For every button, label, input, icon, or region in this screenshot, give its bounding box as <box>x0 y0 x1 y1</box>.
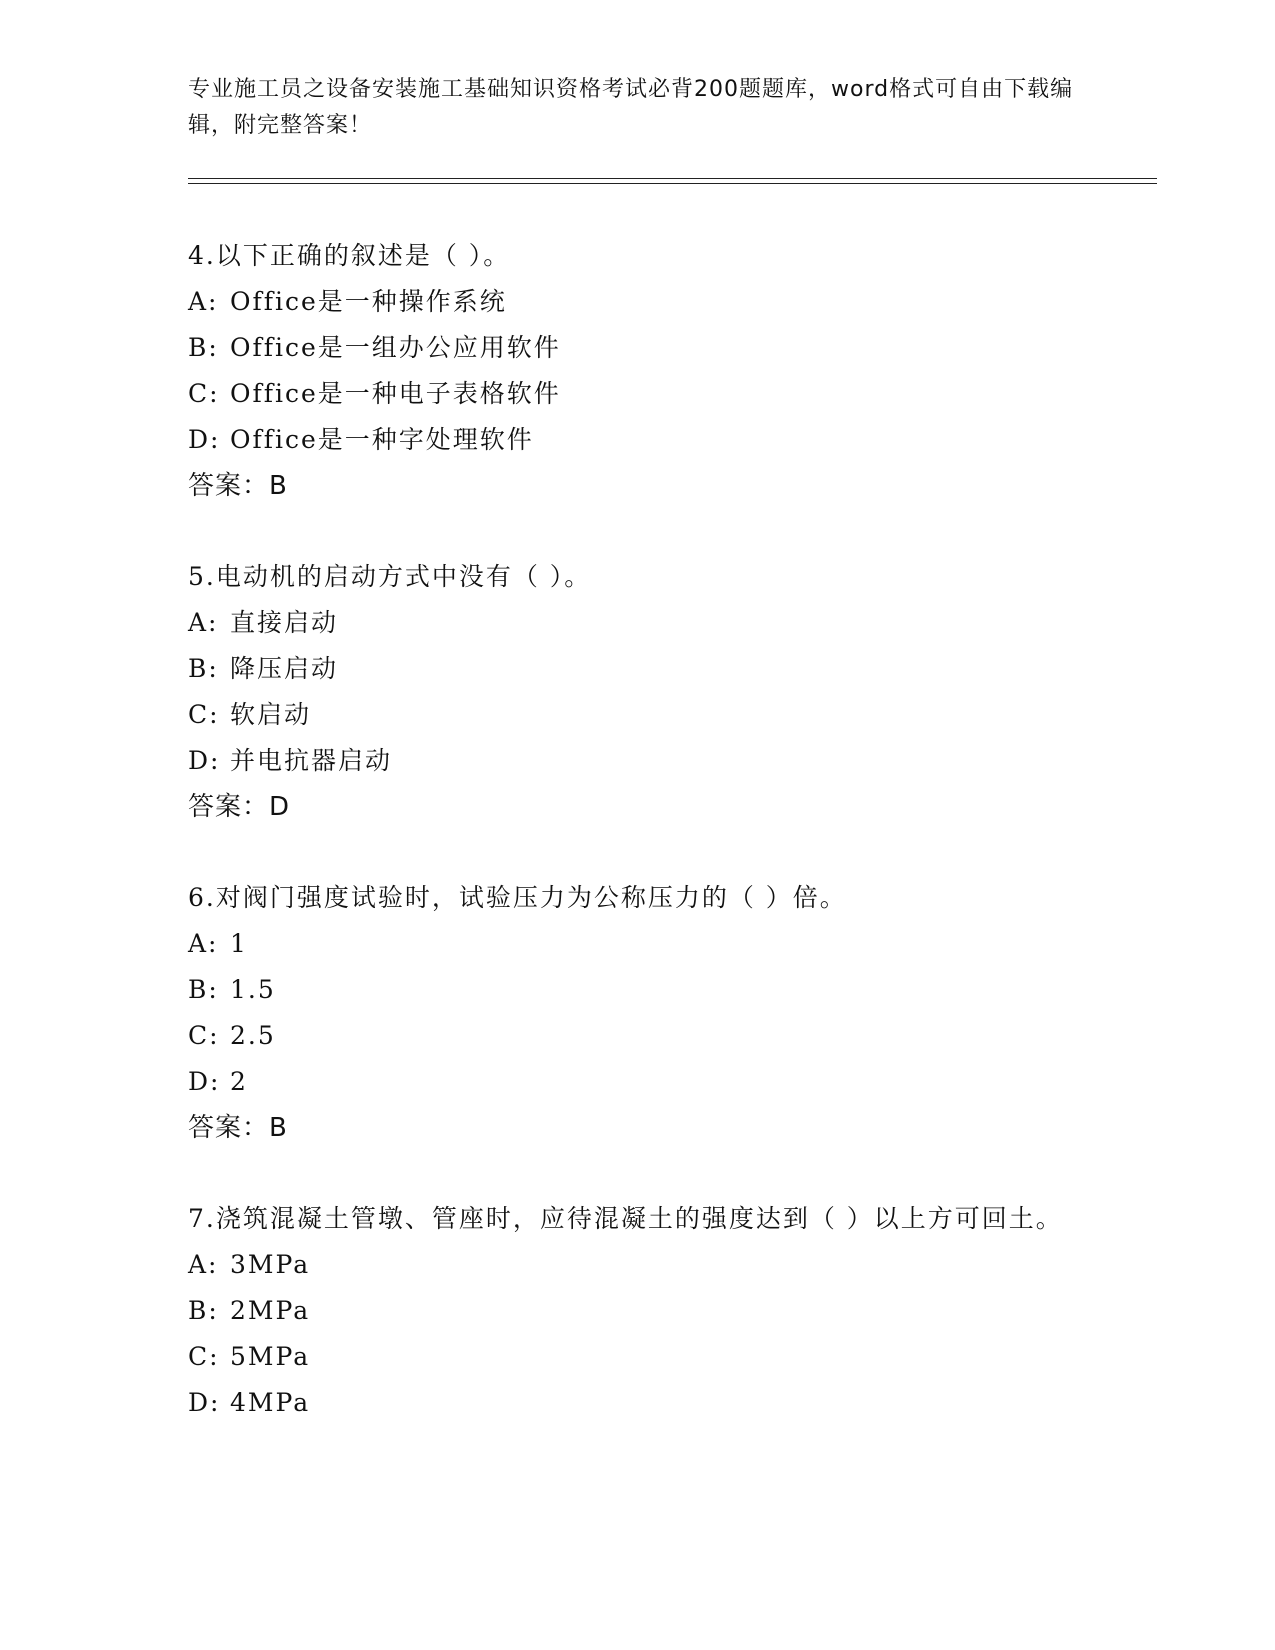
question-stem: 4.以下正确的叙述是（ ）。 <box>188 241 511 270</box>
option-text: 并电抗器启动 <box>230 746 393 775</box>
option-text: 软启动 <box>230 700 312 729</box>
question-stem: 5.电动机的启动方式中没有（ ）。 <box>188 562 592 591</box>
option-key: C: <box>188 379 220 408</box>
option-d <box>188 1380 1088 1426</box>
option-a <box>188 1242 1088 1288</box>
option-key: D: <box>188 746 221 775</box>
question-stem: 7.浇筑混凝土管墩、管座时，应待混凝土的强度达到（ ）以上方可回土。 <box>188 1204 1063 1233</box>
option-key: A: <box>188 1250 219 1279</box>
option-text: 4MPa <box>230 1388 311 1417</box>
option-a <box>188 279 1088 325</box>
option-b <box>188 325 1088 371</box>
option-b <box>188 1288 1088 1334</box>
option-key: A: <box>188 608 219 637</box>
option-c <box>188 371 1088 417</box>
option-key: A: <box>188 287 219 316</box>
option-b <box>188 646 1088 692</box>
option-a <box>188 600 1088 646</box>
question-4 <box>188 233 1088 509</box>
question-7 <box>188 1196 1088 1426</box>
option-key: C: <box>188 1021 220 1050</box>
option-key: D: <box>188 1067 221 1096</box>
option-text: 直接启动 <box>230 608 339 637</box>
question-6 <box>188 875 1088 1151</box>
option-key: C: <box>188 1342 220 1371</box>
option-key: C: <box>188 700 220 729</box>
document-header: 专业施工员之设备安装施工基础知识资格考试必背200题题库，word格式可自由下载编辑，附完整答案！ <box>188 77 1074 138</box>
answer-line: 答案：B <box>188 471 288 501</box>
option-text: 2 <box>230 1067 248 1096</box>
option-c <box>188 1334 1088 1380</box>
header-divider-bottom <box>188 183 1157 184</box>
option-key: D: <box>188 1388 221 1417</box>
option-key: B: <box>188 654 219 683</box>
option-d <box>188 417 1088 463</box>
option-c <box>188 692 1088 738</box>
option-text: 降压启动 <box>230 654 339 683</box>
option-key: D: <box>188 425 221 454</box>
option-text: 3MPa <box>230 1250 311 1279</box>
question-stem: 6.对阀门强度试验时，试验压力为公称压力的（ ）倍。 <box>188 883 847 912</box>
option-text: Office是一种电子表格软件 <box>230 379 561 408</box>
option-text: Office是一种操作系统 <box>230 287 507 316</box>
option-c <box>188 1013 1088 1059</box>
option-key: B: <box>188 1296 219 1325</box>
header-divider-top <box>188 178 1157 179</box>
answer-line: 答案：B <box>188 1113 288 1143</box>
option-b <box>188 967 1088 1013</box>
option-text: 5MPa <box>230 1342 311 1371</box>
option-text: 2MPa <box>230 1296 311 1325</box>
option-key: A: <box>188 929 219 958</box>
answer-line: 答案：D <box>188 792 291 822</box>
question-5 <box>188 554 1088 830</box>
option-key: B: <box>188 333 219 362</box>
option-d <box>188 738 1088 784</box>
option-text: Office是一种字处理软件 <box>230 425 534 454</box>
option-key: B: <box>188 975 219 1004</box>
option-text: 1 <box>230 929 248 958</box>
option-text: Office是一组办公应用软件 <box>230 333 561 362</box>
option-text: 2.5 <box>230 1021 276 1050</box>
option-d <box>188 1059 1088 1105</box>
option-a <box>188 921 1088 967</box>
option-text: 1.5 <box>230 975 276 1004</box>
